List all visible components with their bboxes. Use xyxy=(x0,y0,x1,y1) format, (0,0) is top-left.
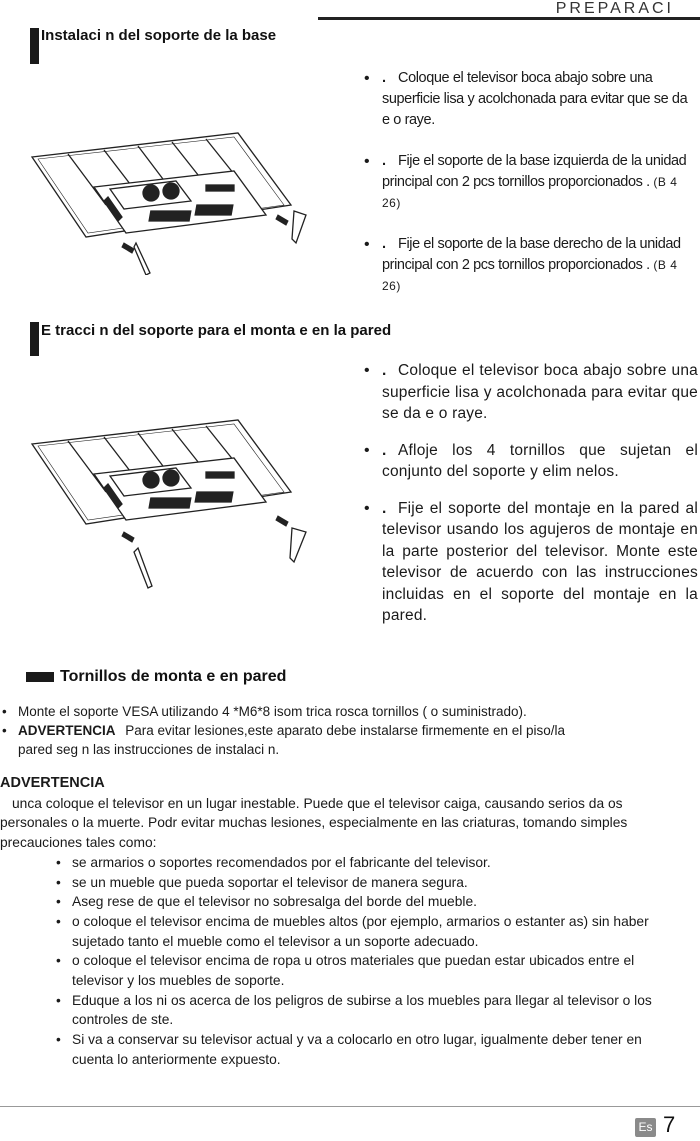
step-text: Fije el soporte de la base derecho de la unidad principal con 2 pcs tornillos proporcionados . xyxy=(382,236,681,273)
advertencia-text-continued: pared seg n las instrucciones de instalaci n. xyxy=(18,742,280,757)
warning-item-text: Aseg rese de que el televisor no sobresalga del borde del mueble. xyxy=(72,894,477,910)
step-text: Coloque el televisor boca abajo sobre una superficie lisa y acolchonada para evitar que se da e o raye. xyxy=(382,362,698,422)
step-number: . xyxy=(382,70,386,86)
bullet-dot: • xyxy=(364,236,370,253)
wall-mount-steps xyxy=(364,360,698,642)
header-rule xyxy=(318,17,700,20)
warning-item-text: o coloque el televisor encima de ropa u otros materiales que puedan estar ubicados entre el televisor y los muebles de soporte. xyxy=(72,953,635,989)
footer-rule xyxy=(0,1106,700,1107)
warning-intro-text: unca coloque el televisor en un lugar inestable. Puede que el televisor caiga, causando serios da os personales o la muerte. Podr evitar muchas lesiones, especialmente en las criaturas, tomando simples precauciones tales como: xyxy=(0,795,628,851)
list-item: • Aseg rese de que el televisor no sobresalga del borde del mueble. xyxy=(56,894,477,910)
tv-base-install-illustration xyxy=(26,125,316,275)
bullet-dot: • xyxy=(364,362,370,379)
section-marker xyxy=(30,322,39,356)
warning-item-text: o coloque el televisor encima de muebles altos (por ejemplo, armarios o estanter as) sin haber sujetado tanto el mueble como el televisor a un soporte adecuado. xyxy=(72,913,649,949)
bullet-dot: • xyxy=(364,153,370,170)
wall-screw-notes xyxy=(0,702,700,759)
section-title-base-install: Instalaci n del soporte de la base xyxy=(41,27,277,44)
screw-spec: (B 4 26) xyxy=(382,175,678,210)
advertencia-label: ADVERTENCIA xyxy=(18,723,116,738)
list-item xyxy=(364,360,698,425)
warning-item-text: se un mueble que pueda soportar el televisor de manera segura. xyxy=(72,874,468,890)
step-text: Afloje los 4 tornillos que sujetan el conjunto del soporte y elim nelos. xyxy=(382,441,698,480)
step-text: Fije el soporte del montaje en la pared al televisor usando los agujeros de montaje en la parte posterior del televisor. Monte este televisor de acuerdo con las instrucciones incluidas en el soporte del montaje en la pared. xyxy=(382,499,698,624)
section-title-wall-mount-removal: E tracci n del soporte para el monta e en la pared xyxy=(41,322,392,339)
step-number: . xyxy=(382,362,387,379)
step-number: . xyxy=(382,236,386,252)
chapter-title: PREPARACI xyxy=(555,0,674,17)
bullet-dot: • xyxy=(364,70,370,87)
section-title-wall-screws: Tornillos de monta e en pared xyxy=(60,668,287,685)
warning-item-text: Eduque a los ni os acerca de los peligros de subirse a los muebles para llegar al televisor o los controles de ste. xyxy=(72,992,652,1028)
list-item: • o coloque el televisor encima de muebles altos (por ejemplo, armarios o estanter as) sin haber sujetado tanto el mueble como el televisor a un soporte adecuado. xyxy=(56,913,649,949)
step-number: . xyxy=(382,441,387,459)
section-marker xyxy=(26,672,54,682)
warning-intro xyxy=(0,794,700,853)
list-item xyxy=(364,234,692,297)
list-item xyxy=(0,721,700,759)
tv-stand-removal-illustration xyxy=(26,412,316,592)
list-item: • se armarios o soportes recomendados por el fabricante del televisor. xyxy=(56,854,491,870)
step-number: . xyxy=(382,153,386,169)
page-number: 7 xyxy=(663,1112,676,1137)
bullet-dot: • xyxy=(364,499,370,517)
list-item xyxy=(0,702,700,721)
warning-title: ADVERTENCIA xyxy=(0,775,105,791)
vesa-note: Monte el soporte VESA utilizando 4 *M6*8 isom trica rosca tornillos ( o suministrado). xyxy=(18,704,527,719)
bullet-dot: • xyxy=(2,704,7,719)
list-item: • Si va a conservar su televisor actual y va a colocarlo en otro lugar, igualmente deber tener en cuenta lo anteriormente expuesto. xyxy=(56,1032,642,1067)
step-text: Fije el soporte de la base izquierda de la unidad principal con 2 pcs tornillos proporcionados . xyxy=(382,153,687,190)
section-marker xyxy=(30,28,39,64)
bullet-dot: • xyxy=(364,441,370,459)
screw-spec: (B 4 26) xyxy=(382,258,678,293)
language-badge: Es xyxy=(635,1118,656,1137)
list-item xyxy=(364,440,698,483)
list-item: • o coloque el televisor encima de ropa u otros materiales que puedan estar ubicados entre el televisor y los muebles de soporte. xyxy=(56,953,635,989)
base-install-steps xyxy=(364,68,692,317)
warning-item-text: se armarios o soportes recomendados por el fabricante del televisor. xyxy=(72,854,491,870)
step-number: . xyxy=(382,499,387,517)
list-item xyxy=(364,498,698,627)
advertencia-text: Para evitar lesiones,este aparato debe instalarse firmemente en el piso/la xyxy=(125,723,566,738)
step-text: Coloque el televisor boca abajo sobre una superficie lisa y acolchonada para evitar que se da e o raye. xyxy=(382,70,688,128)
list-item: • se un mueble que pueda soportar el televisor de manera segura. xyxy=(56,874,468,890)
bullet-dot: • xyxy=(2,723,7,738)
warning-item-text: Si va a conservar su televisor actual y va a colocarlo en otro lugar, igualmente deber tener en cuenta lo anteriormente expuesto. xyxy=(72,1032,642,1067)
warning-block xyxy=(0,774,700,1070)
list-item: • Eduque a los ni os acerca de los peligros de subirse a los muebles para llegar al televisor o los controles de ste. xyxy=(56,992,652,1028)
list-item xyxy=(364,68,692,131)
list-item xyxy=(364,151,692,214)
